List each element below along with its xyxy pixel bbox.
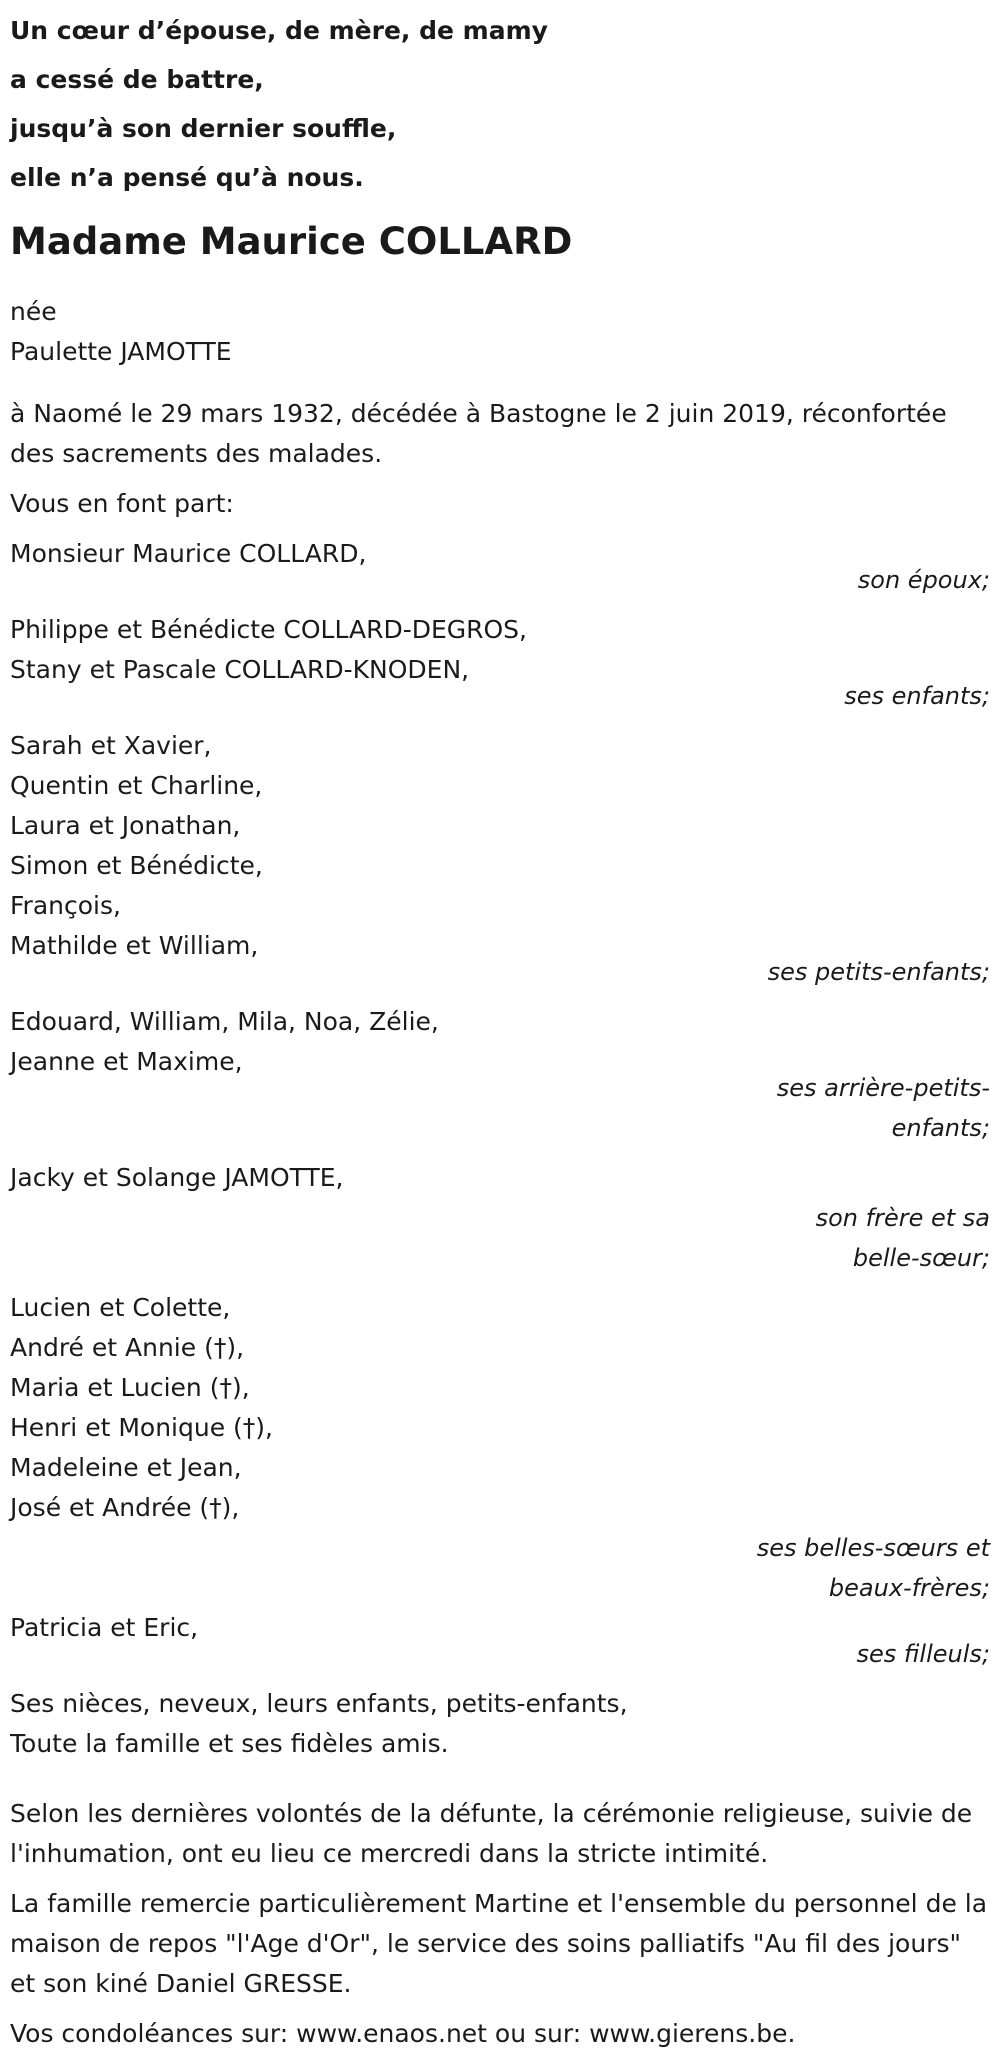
relation-label: son époux; bbox=[857, 566, 990, 594]
poem-line: a cessé de battre, bbox=[10, 65, 264, 94]
relation-label: beaux-frères; bbox=[828, 1574, 990, 1602]
family-name: Maria et Lucien (†), bbox=[10, 1373, 250, 1402]
relation-label: son frère et sa bbox=[815, 1204, 990, 1232]
family-name: François, bbox=[10, 891, 121, 920]
family-name: Toute la famille et ses fidèles amis. bbox=[10, 1729, 449, 1758]
family-name: Stany et Pascale COLLARD-KNODEN, bbox=[10, 655, 470, 684]
relation-label: ses petits-enfants; bbox=[767, 958, 990, 986]
thanks-text: La famille remercie particulièrement Martine et l'ensemble du personnel de la maison de repos "l'Age d'Or", le service des soins palliatifs "Au fil des jours" et son kiné Daniel GRESSE. bbox=[10, 1889, 988, 1998]
family-group-brother bbox=[10, 1158, 990, 1278]
relation-label: ses enfants; bbox=[844, 682, 990, 710]
family-name: José et Andrée (†), bbox=[10, 1493, 240, 1522]
family-name: André et Annie (†), bbox=[10, 1333, 245, 1362]
ceremony-text: Selon les dernières volontés de la défunte, la cérémonie religieuse, suivie de l'inhumation, ont eu lieu ce mercredi dans la stricte intimité. bbox=[10, 1799, 973, 1868]
family-name: Jeanne et Maxime, bbox=[10, 1047, 243, 1076]
maiden-name: Paulette JAMOTTE bbox=[10, 337, 232, 366]
deceased-name: Madame Maurice COLLARD bbox=[10, 220, 573, 263]
poem bbox=[10, 6, 990, 202]
obituary-page bbox=[10, 0, 990, 2054]
family-name: Mathilde et William, bbox=[10, 931, 259, 960]
condolences-text: Vos condoléances sur: www.enaos.net ou sur: www.gierens.be. bbox=[10, 2019, 796, 2048]
family-name: Henri et Monique (†), bbox=[10, 1413, 273, 1442]
family-name: Monsieur Maurice COLLARD, bbox=[10, 539, 367, 568]
family-group-godchildren bbox=[10, 1608, 990, 1674]
relation-label: ses belles-sœurs et bbox=[756, 1534, 990, 1562]
relation-label: belle-sœur; bbox=[852, 1244, 990, 1272]
nee-label: née bbox=[10, 297, 57, 326]
family-name: Ses nièces, neveux, leurs enfants, petits-enfants, bbox=[10, 1689, 628, 1718]
relation-label: ses filleuls; bbox=[856, 1640, 990, 1668]
family-name: Jacky et Solange JAMOTTE, bbox=[10, 1163, 344, 1192]
family-group-spouse bbox=[10, 534, 990, 600]
family-name: Madeleine et Jean, bbox=[10, 1453, 242, 1482]
family-group-grandchildren bbox=[10, 726, 990, 992]
family-name: Philippe et Bénédicte COLLARD-DEGROS, bbox=[10, 615, 527, 644]
family-group-great-grandchildren bbox=[10, 1002, 990, 1148]
family-name: Edouard, William, Mila, Noa, Zélie, bbox=[10, 1007, 439, 1036]
family-name: Patricia et Eric, bbox=[10, 1613, 199, 1642]
family-name: Laura et Jonathan, bbox=[10, 811, 241, 840]
family-name: Sarah et Xavier, bbox=[10, 731, 212, 760]
family-group-others bbox=[10, 1684, 990, 1764]
announce-line: Vous en font part: bbox=[10, 489, 234, 518]
family-group-in-laws bbox=[10, 1288, 990, 1608]
family-group-children bbox=[10, 610, 990, 716]
relation-label: enfants; bbox=[891, 1114, 990, 1142]
family-name: Lucien et Colette, bbox=[10, 1293, 231, 1322]
poem-line: jusqu’à son dernier souffle, bbox=[10, 114, 397, 143]
family-name: Simon et Bénédicte, bbox=[10, 851, 263, 880]
poem-line: Un cœur d’épouse, de mère, de mamy bbox=[10, 16, 548, 45]
obituary-body bbox=[10, 266, 990, 2054]
relation-label: ses arrière-petits- bbox=[776, 1074, 990, 1102]
poem-line: elle n’a pensé qu’à nous. bbox=[10, 163, 364, 192]
family-name: Quentin et Charline, bbox=[10, 771, 263, 800]
birth-death-dates: à Naomé le 29 mars 1932, décédée à Bastogne le 2 juin 2019, réconfortée des sacrements des malades. bbox=[10, 399, 947, 468]
